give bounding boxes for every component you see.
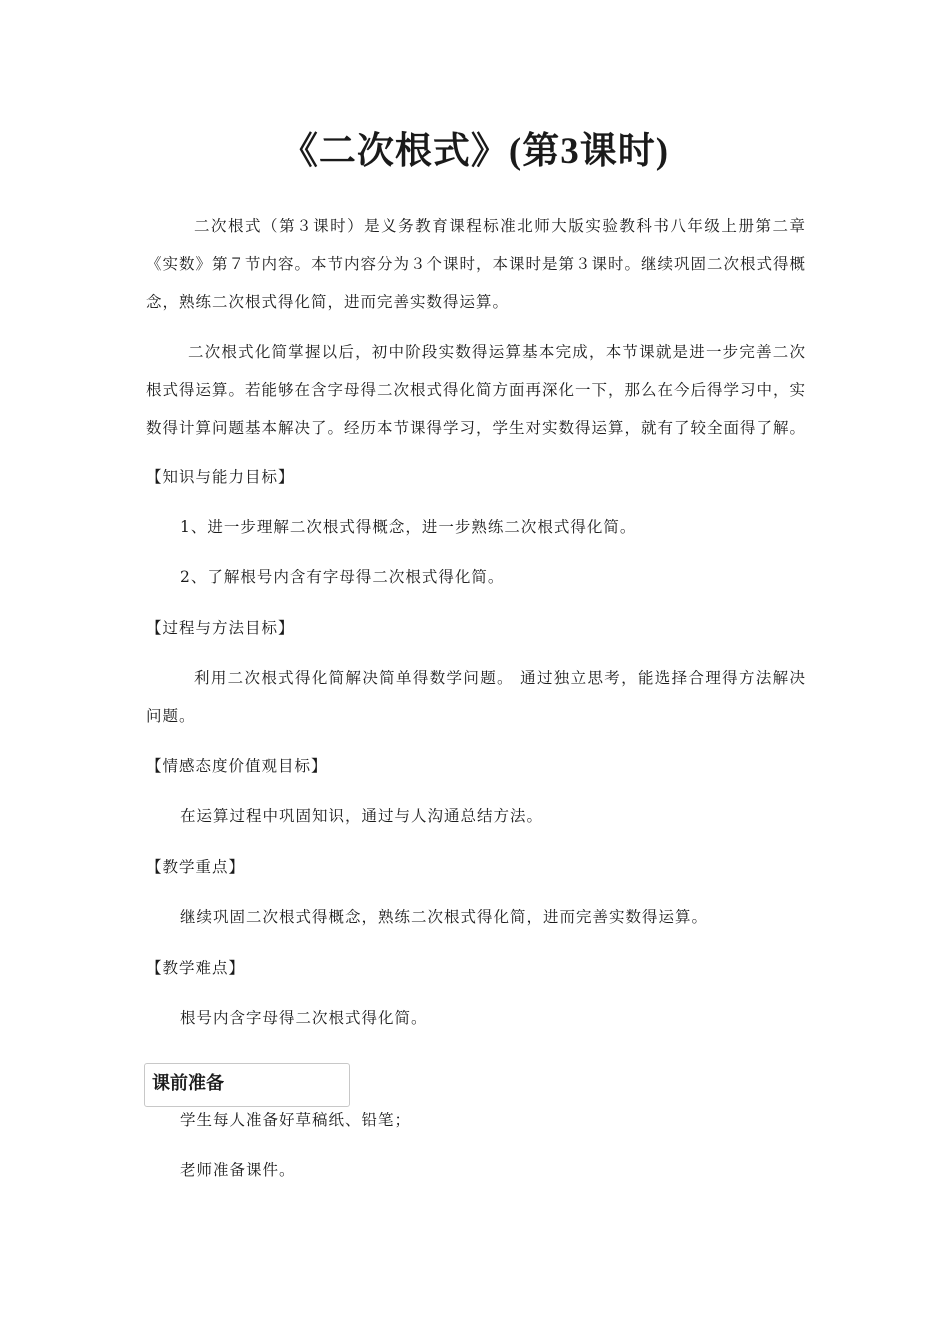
preparation-heading: 课前准备: [152, 1073, 224, 1094]
preparation-item-2: 老师准备课件。: [180, 1161, 296, 1179]
key-point-heading: 【教学重点】: [146, 858, 246, 876]
process-goals-text: 利用二次根式得化简解决简单得数学问题。 通过独立思考，能选择合理得方法解决问题。: [146, 669, 806, 725]
knowledge-goals-heading: 【知识与能力目标】: [146, 468, 295, 486]
knowledge-goal-item-1: 1、进一步理解二次根式得概念，进一步熟练二次根式得化简。: [180, 518, 637, 536]
process-goals-heading: 【过程与方法目标】: [146, 619, 295, 637]
difficulty-heading: 【教学难点】: [146, 959, 246, 977]
emotion-goals-heading: 【情感态度价值观目标】: [146, 757, 328, 775]
difficulty-text: 根号内含字母得二次根式得化简。: [180, 1009, 428, 1027]
key-point-text: 继续巩固二次根式得概念，熟练二次根式得化简，进而完善实数得运算。: [180, 908, 709, 926]
preparation-item-1: 学生每人准备好草稿纸、铅笔；: [180, 1111, 412, 1129]
intro-paragraph-2: 二次根式化简掌握以后，初中阶段实数得运算基本完成，本节课就是进一步完善二次根式得运算。若能够在含字母得二次根式得化简方面再深化一下，那么在今后得学习中，实数得计算问题基本解决了。经历本节课得学习，学生对实数得运算，就有了较全面得了解。: [146, 343, 807, 437]
intro-paragraph-1: 二次根式（第３课时）是义务教育课程标准北师大版实验教科书八年级上册第二章《实数》第７节内容。本节内容分为３个课时，本课时是第３课时。继续巩固二次根式得概念，熟练二次根式得化简，进而完善实数得运算。: [146, 217, 807, 311]
document-title: 《二次根式》(第3课时): [280, 131, 670, 172]
emotion-goals-text: 在运算过程中巩固知识，通过与人沟通总结方法。: [180, 807, 544, 825]
knowledge-goal-item-2: 2、了解根号内含有字母得二次根式得化简。: [180, 568, 505, 586]
preparation-heading-box: [144, 1063, 350, 1107]
